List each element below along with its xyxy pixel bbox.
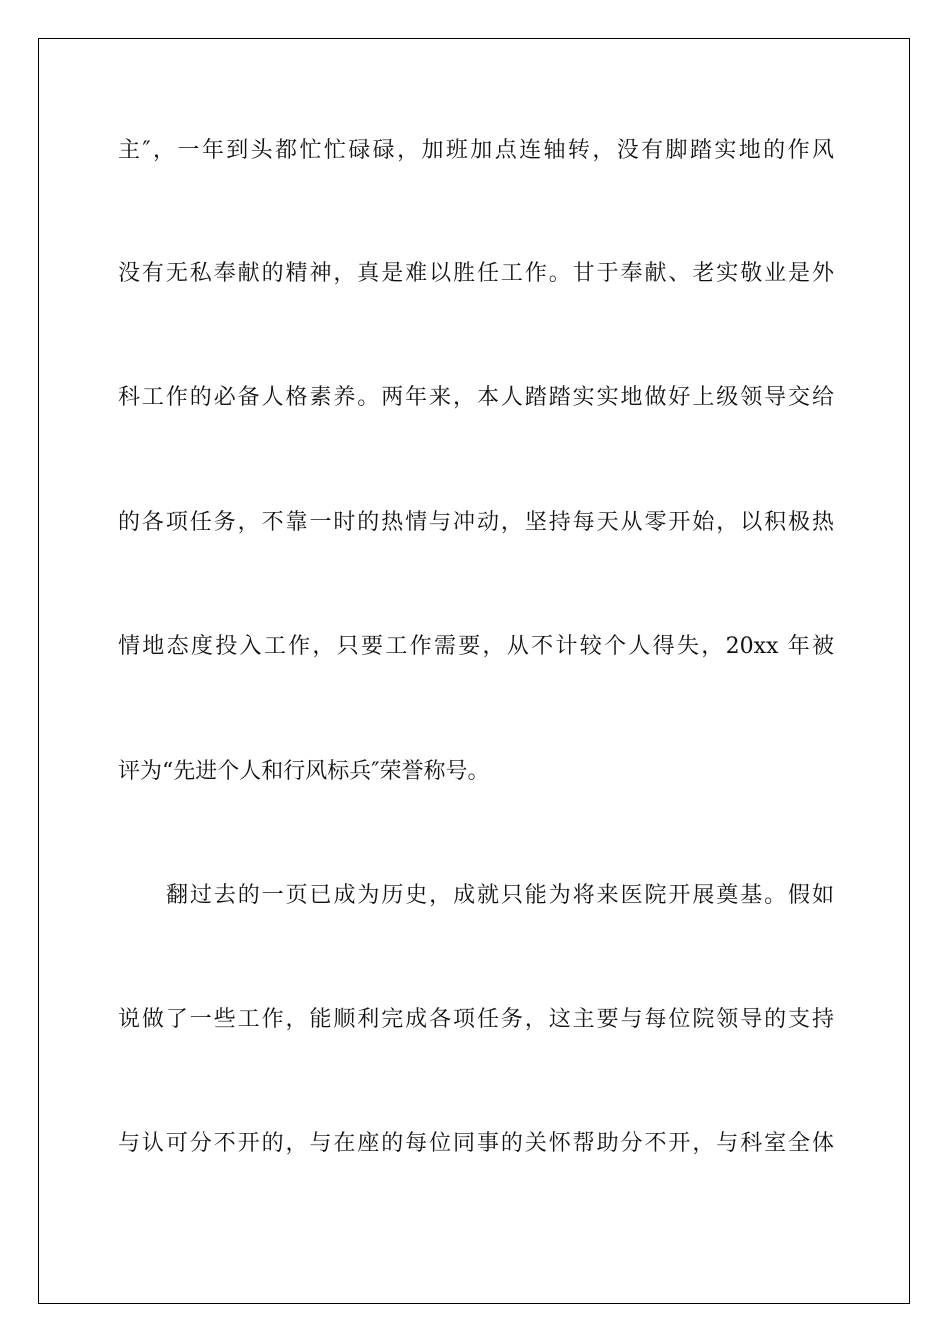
paragraph-line: 的各项任务，不靠一时的热情与冲动，坚持每天从零开始，以积极热 — [118, 510, 834, 535]
paragraph-line: 说做了一些工作，能顺利完成各项任务，这主要与每位院领导的支持 — [118, 1007, 834, 1032]
paragraph-first-line: 翻过去的一页已成为历史，成就只能为将来医院开展奠基。假如 — [166, 883, 834, 908]
paragraph-line: 没有无私奉献的精神，真是难以胜任工作。甘于奉献、老实敬业是外 — [118, 261, 834, 286]
paragraph-line: 主″，一年到头都忙忙碌碌，加班加点连轴转，没有脚踏实地的作风 — [118, 138, 834, 163]
paragraph-last-line: 评为“先进个人和行风标兵″荣誉称号。 — [118, 759, 490, 784]
page-border — [38, 38, 910, 1304]
paragraph-line: 情地态度投入工作，只要工作需要，从不计较个人得失，20xx 年被 — [118, 634, 834, 659]
paragraph-line: 科工作的必备人格素养。两年来，本人踏踏实实地做好上级领导交给 — [118, 385, 834, 410]
paragraph-line: 与认可分不开的，与在座的每位同事的关怀帮助分不开，与科室全体 — [118, 1131, 834, 1156]
